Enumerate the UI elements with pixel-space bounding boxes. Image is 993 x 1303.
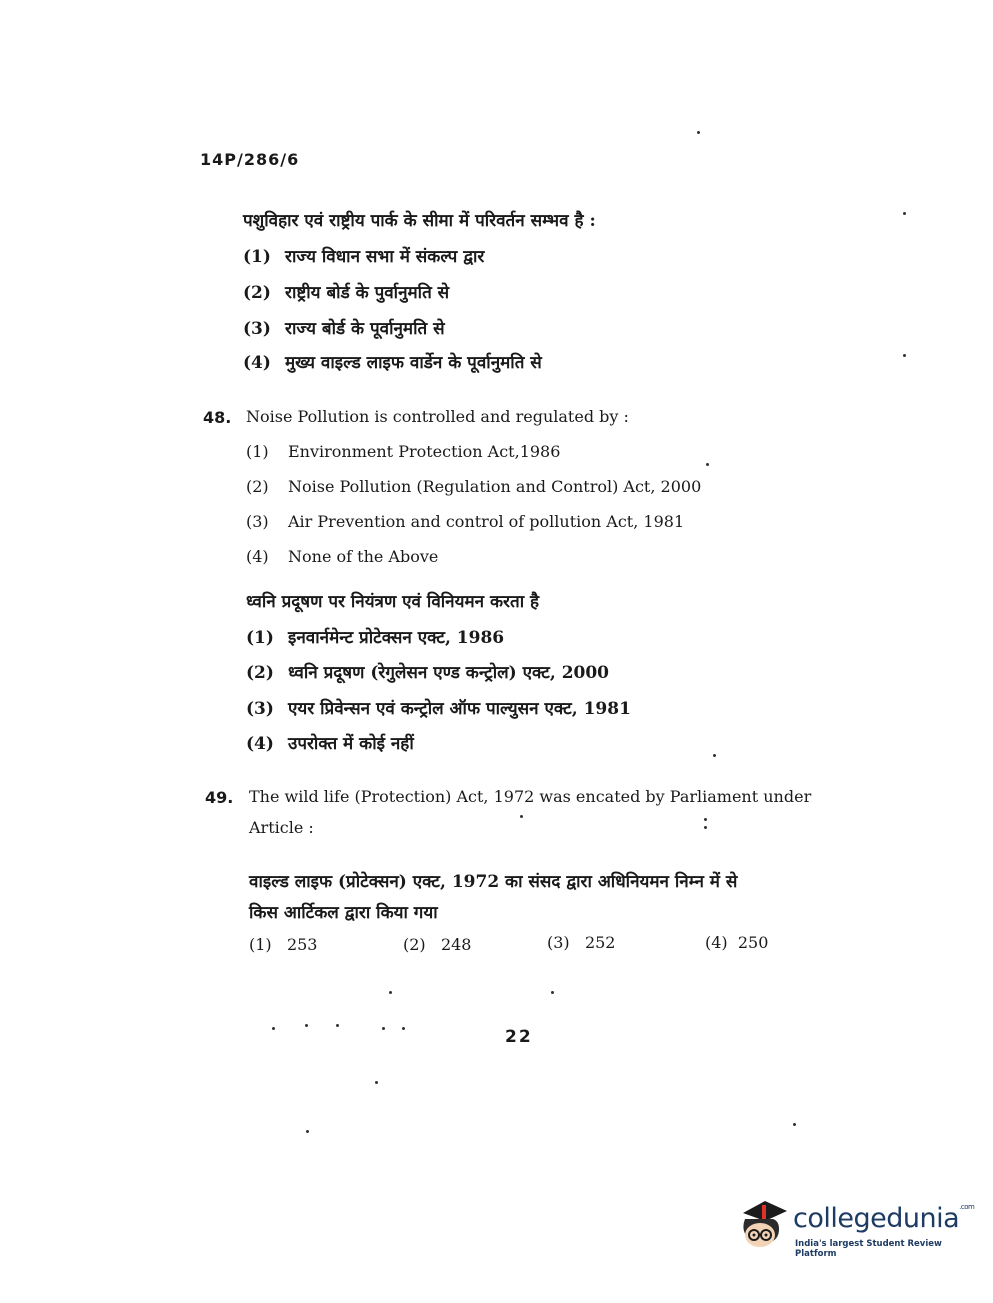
- scan-speck: [382, 1027, 385, 1030]
- q49-option-1: (1) 253: [249, 935, 318, 954]
- q48-option-2: (2) Noise Pollution (Regulation and Control) Act, 2000: [246, 477, 702, 496]
- q49-option-4: (4) 250: [705, 933, 769, 952]
- collegedunia-logo: [735, 1195, 975, 1259]
- q48-option-1: (1) Environment Protection Act,1986: [246, 442, 561, 461]
- scan-speck: [706, 463, 709, 466]
- q47-hindi-option-3: (3) राज्य बोर्ड के पूर्वानुमति से: [243, 319, 445, 339]
- q49-hindi-line-2: किस आर्टिकल द्वारा किया गया: [249, 903, 438, 923]
- scan-speck: [551, 991, 554, 994]
- q48-hindi-option-2: (2) ध्वनि प्रदूषण (रेगुलेसन एण्ड कन्ट्रोल) एक्ट, 2000: [246, 663, 610, 683]
- q47-hindi-option-2: (2) राष्ट्रीय बोर्ड के पुर्वानुमति से: [243, 283, 450, 303]
- scan-speck: [272, 1027, 275, 1030]
- q48-hindi-option-1: (1) इनवार्नमेन्ट प्रोटेक्सन एक्ट, 1986: [246, 628, 505, 648]
- q47-hindi-option-4: (4) मुख्य वाइल्ड लाइफ वार्डेन के पूर्वानुमति से: [243, 353, 542, 373]
- scan-speck: [336, 1024, 339, 1027]
- q49-stem-line-2: Article :: [249, 818, 314, 837]
- q48-hindi-option-4: (4) उपरोक्त में कोई नहीं: [246, 734, 414, 754]
- q49-option-3: (3) 252: [547, 933, 616, 952]
- q49-number: 49.: [205, 788, 234, 807]
- scan-speck: [306, 1130, 309, 1133]
- scan-speck: [402, 1027, 405, 1030]
- scan-speck: [305, 1024, 308, 1027]
- page-number: 22: [505, 1027, 533, 1047]
- q48-stem: Noise Pollution is controlled and regulated by :: [246, 407, 629, 426]
- scan-speck: [697, 131, 700, 134]
- scan-speck: [375, 1081, 378, 1084]
- q48-option-3: (3) Air Prevention and control of pollution Act, 1981: [246, 512, 685, 531]
- q49-hindi-line-1: वाइल्ड लाइफ (प्रोटेक्सन) एक्ट, 1972 का संसद द्वारा अधिनियमन निम्न में से: [249, 872, 738, 892]
- q48-number: 48.: [203, 408, 232, 427]
- q48-hindi-stem: ध्वनि प्रदूषण पर नियंत्रण एवं विनियमन करता है: [246, 592, 540, 612]
- scan-speck: [793, 1123, 796, 1126]
- q48-hindi-option-3: (3) एयर प्रिवेन्सन एवं कन्ट्रोल ऑफ पाल्युसन एक्ट, 1981: [246, 699, 631, 719]
- scan-speck: [713, 754, 716, 757]
- brand-name: collegedunia$^{.com}$: [793, 1203, 975, 1234]
- scan-speck: [704, 818, 707, 821]
- scan-speck: [903, 212, 906, 215]
- scan-speck: [520, 815, 523, 818]
- scan-speck: [903, 354, 906, 357]
- brand-tagline: India's largest Student Review Platform: [795, 1239, 942, 1259]
- q47-hindi-option-1: (1) राज्य विधान सभा में संकल्प द्वार: [243, 247, 485, 267]
- q47-hindi-stem: पशुविहार एवं राष्ट्रीय पार्क के सीमा में परिवर्तन सम्भव है :: [243, 211, 596, 231]
- mascot-icon: [735, 1195, 791, 1257]
- q49-option-2: (2) 248: [403, 935, 472, 954]
- q49-stem-line-1: The wild life (Protection) Act, 1972 was encated by Parliament under: [249, 787, 812, 806]
- paper-code: 14P/286/6: [200, 150, 300, 169]
- scan-speck: [389, 991, 392, 994]
- scan-speck: [704, 826, 707, 829]
- q48-option-4: (4) None of the Above: [246, 547, 439, 566]
